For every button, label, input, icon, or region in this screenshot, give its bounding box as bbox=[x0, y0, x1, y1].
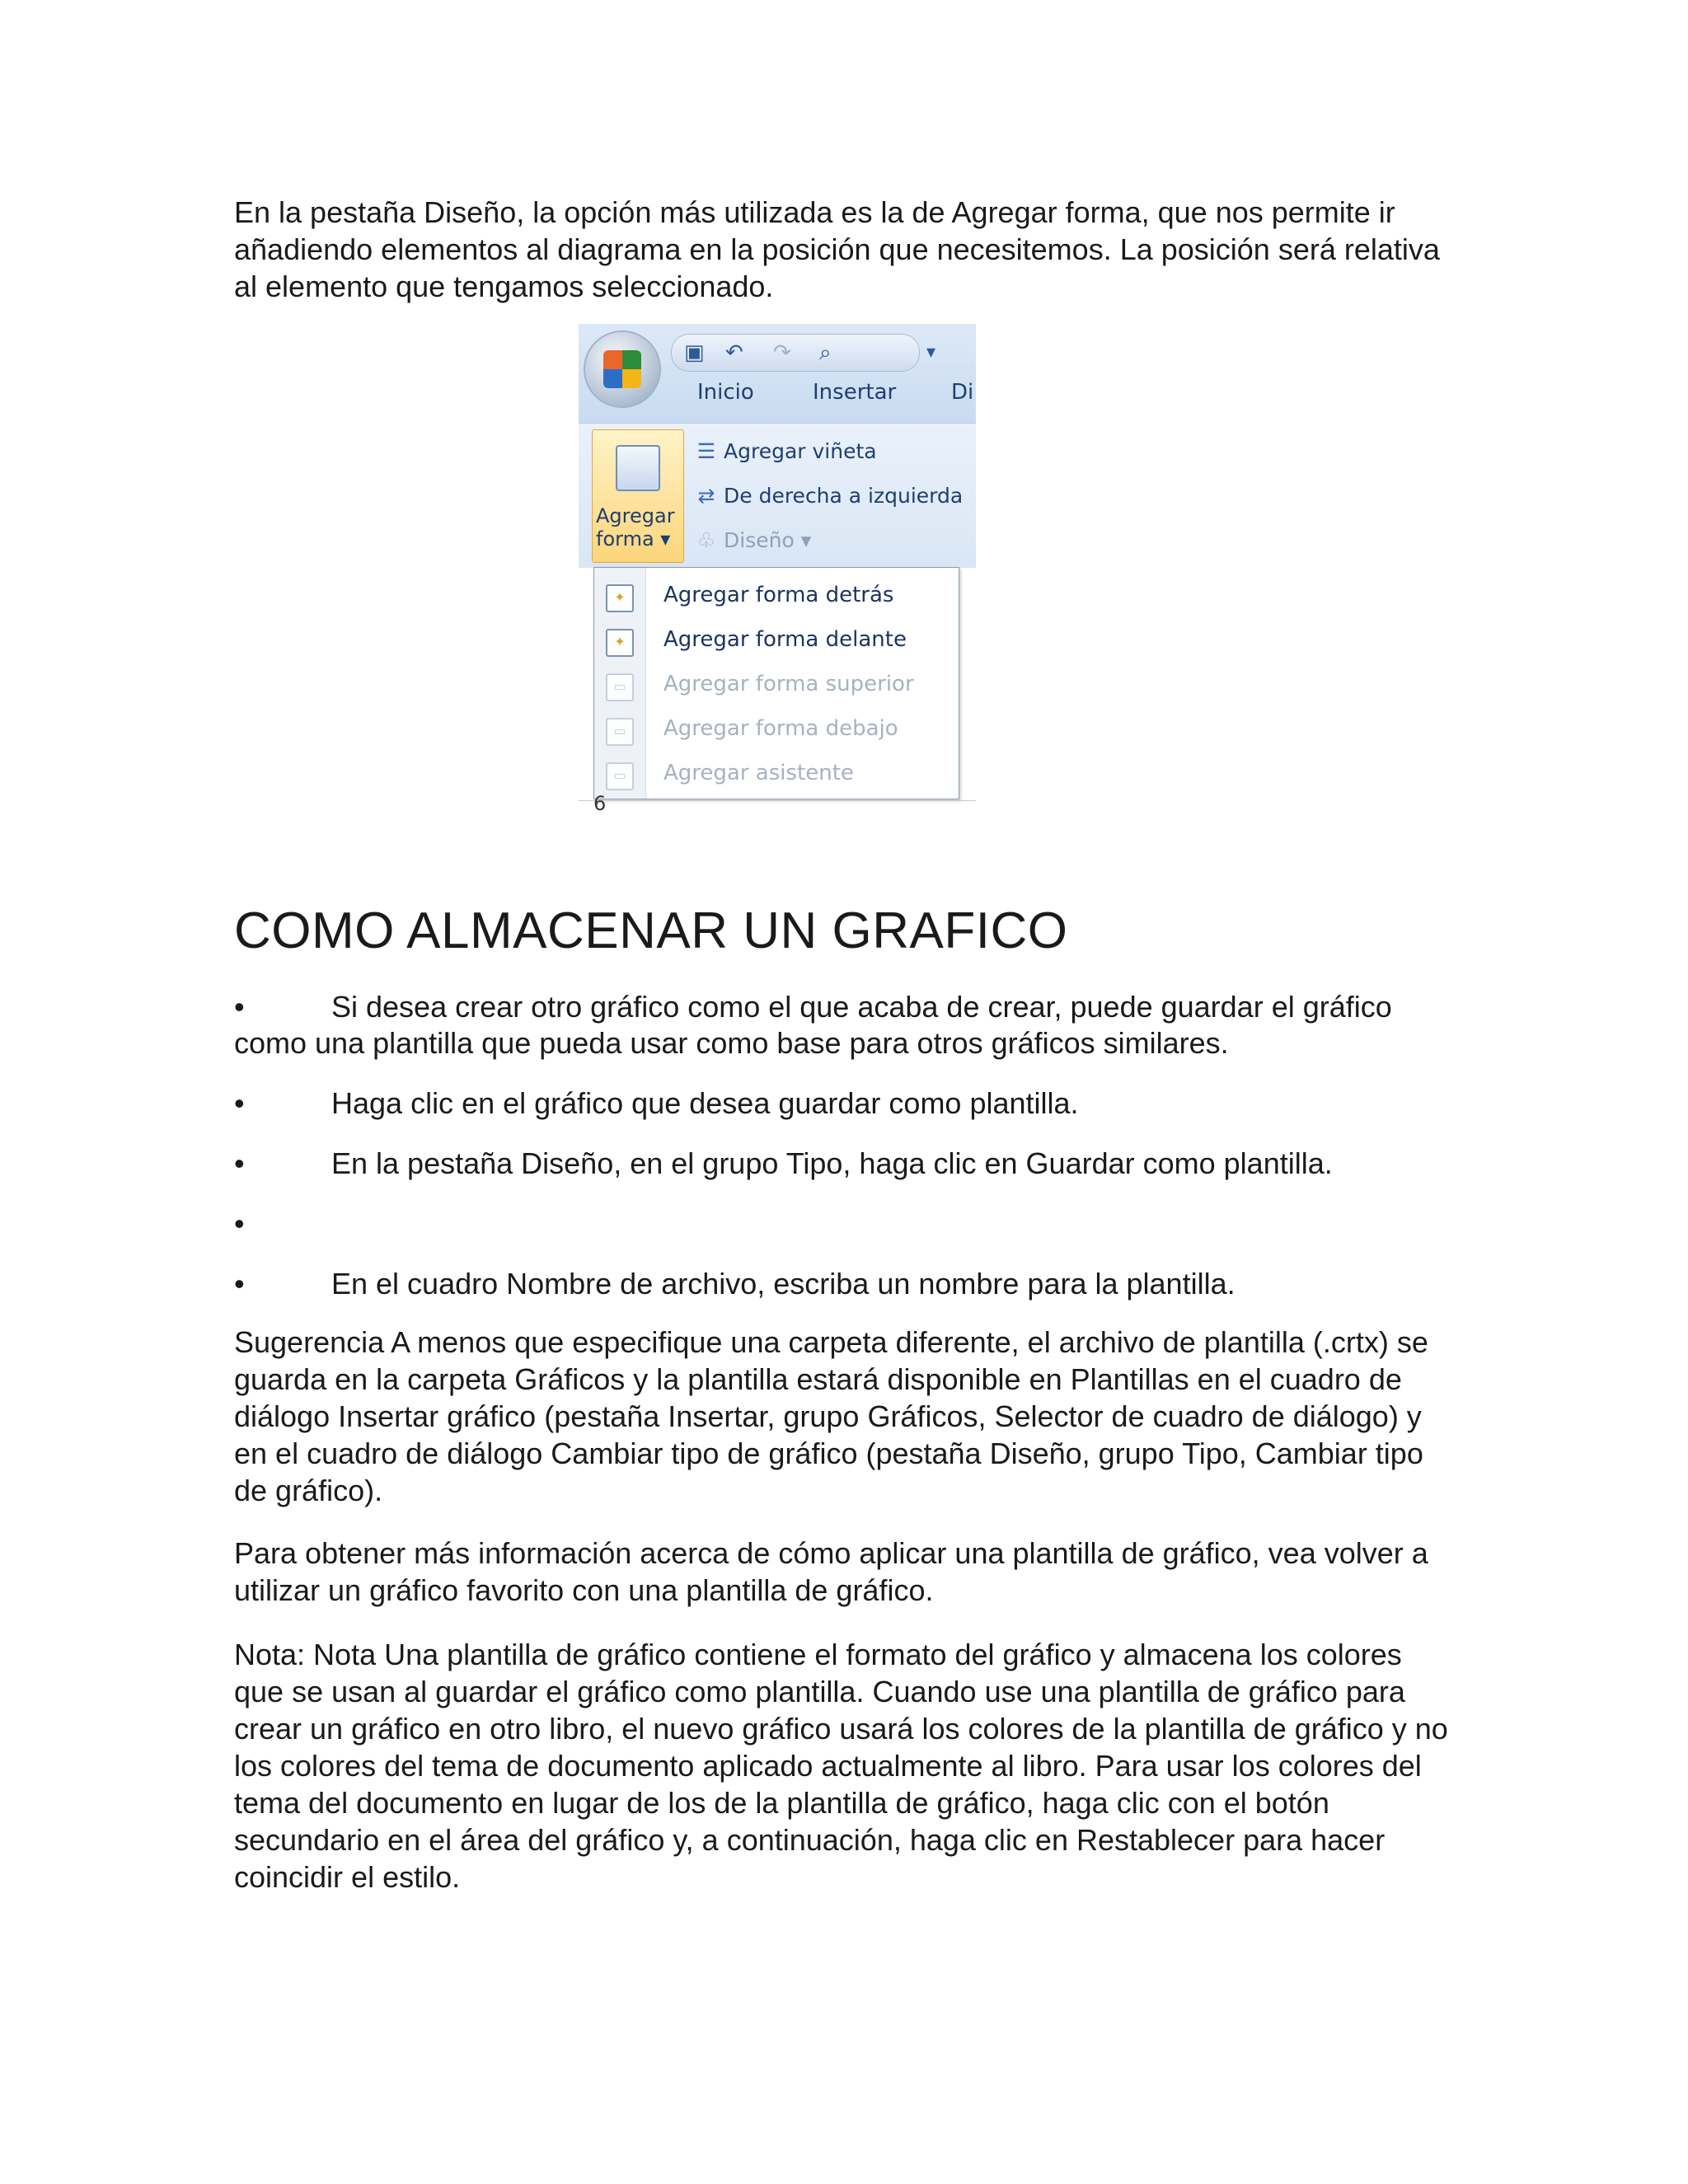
swap-direction-icon: ⇄ bbox=[697, 484, 715, 508]
right-to-left-button[interactable] bbox=[694, 484, 963, 508]
assistant-icon: ▭ bbox=[606, 762, 634, 790]
row-number: 6 bbox=[593, 792, 607, 815]
menu-item-label: Agregar forma detrás bbox=[663, 583, 894, 607]
add-bullet-label: Agregar viñeta bbox=[724, 439, 877, 463]
tab-inicio[interactable]: Inicio bbox=[697, 380, 754, 405]
menu-item-label: Agregar forma delante bbox=[663, 627, 907, 652]
steps-list bbox=[234, 989, 1454, 1326]
bullet-marker: • bbox=[234, 1207, 245, 1240]
layout-button[interactable] bbox=[694, 528, 811, 552]
tab-diseno[interactable]: Di bbox=[951, 380, 974, 405]
list-item bbox=[234, 989, 1454, 1062]
intro-paragraph: En la pestaña Diseño, la opción más utilizada es la de Agregar forma, que nos permite ir añadiendo elementos al diagrama en la posición que necesitemos. La posición será relativa al elemento que tengamos seleccionado. bbox=[234, 195, 1440, 303]
office-button[interactable] bbox=[585, 332, 659, 406]
shape-below-icon: ▭ bbox=[606, 718, 634, 746]
note-paragraph: Nota: Nota Una plantilla de gráfico contiene el formato del gráfico y almacena los colores que se usan al guardar el gráfico como plantilla. Cuando use una plantilla de gráfico para crear un gráfico en otro libro, el nuevo gráfico usará los colores de la plantilla de gráfico y no los colores del tema de documento aplicado actualmente al libro. Para usar los colores del tema del documento en lugar de los de la plantilla de gráfico, haga clic con el botón secundario en el área del gráfico y, a continuación, haga clic en Restablecer para hacer coincidir el estilo. bbox=[234, 1638, 1448, 1894]
add-shape-button[interactable] bbox=[592, 429, 684, 563]
menu-item-add-shape-above[interactable] bbox=[594, 663, 959, 708]
menu-item-add-assistant[interactable] bbox=[594, 752, 959, 797]
layout-diagram-icon: ♧ bbox=[696, 528, 716, 552]
more-info-paragraph: Para obtener más información acerca de cómo aplicar una plantilla de gráfico, vea volver a utilizar un gráfico favorito con una plantilla de gráfico. bbox=[234, 1536, 1428, 1607]
suggestion-paragraph: Sugerencia A menos que especifique una carpeta diferente, el archivo de plantilla (.crtx) se guarda en la carpeta Gráficos y la plantilla estará disponible en Plantillas en el cuadro de diálogo Insertar gráfico (pestaña Insertar, grupo Gráficos, Selector de cuadro de diálogo) y en el cuadro de diálogo Cambiar tipo de gráfico (pestaña Diseño, grupo Tipo, Cambiar tipo de gráfico). bbox=[234, 1325, 1428, 1507]
redo-icon[interactable]: ↷ bbox=[773, 340, 791, 365]
layout-label: Diseño ▾ bbox=[724, 528, 812, 552]
right-to-left-label: De derecha a izquierda bbox=[724, 484, 964, 508]
menu-item-label: Agregar asistente bbox=[663, 761, 854, 785]
save-icon[interactable]: ▣ bbox=[684, 340, 705, 365]
list-item bbox=[234, 1146, 1454, 1182]
menu-item-label: Agregar forma debajo bbox=[663, 716, 898, 741]
menu-item-label: Agregar forma superior bbox=[663, 672, 914, 696]
menu-item-add-shape-before[interactable] bbox=[594, 619, 959, 663]
list-item-text: Haga clic en el gráfico que desea guardar como plantilla. bbox=[331, 1086, 1079, 1120]
add-shape-menu bbox=[593, 567, 959, 799]
office-logo-icon bbox=[603, 350, 641, 388]
bullet-list-icon: ☰ bbox=[696, 439, 716, 463]
list-item bbox=[234, 1206, 1454, 1242]
menu-item-add-shape-below[interactable] bbox=[594, 708, 959, 752]
quick-access-toolbar bbox=[671, 334, 920, 372]
add-shape-label: Agregar forma ▾ bbox=[596, 504, 675, 551]
list-item-text: En la pestaña Diseño, en el grupo Tipo, haga clic en Guardar como plantilla. bbox=[331, 1146, 1333, 1180]
list-item bbox=[234, 1085, 1454, 1122]
list-item bbox=[234, 1266, 1454, 1302]
list-item-text: Si desea crear otro gráfico como el que acaba de crear, puede guardar el gráfico como una plantilla que pueda usar como base para otros gráficos similares. bbox=[234, 990, 1392, 1060]
menu-item-add-shape-after[interactable] bbox=[594, 574, 959, 619]
customize-toolbar-icon[interactable]: ▾ bbox=[926, 342, 936, 363]
bullet-marker: • bbox=[234, 1146, 245, 1180]
add-shape-icon bbox=[616, 445, 660, 491]
list-item-text: En el cuadro Nombre de archivo, escriba un nombre para la plantilla. bbox=[331, 1267, 1236, 1301]
section-heading: COMO ALMACENAR UN GRAFICO bbox=[234, 902, 1068, 959]
shape-above-icon: ▭ bbox=[606, 673, 634, 701]
undo-icon[interactable]: ↶ bbox=[725, 340, 743, 365]
add-bullet-button[interactable] bbox=[694, 439, 877, 463]
print-preview-icon[interactable]: ⌕ bbox=[819, 340, 832, 365]
bullet-marker: • bbox=[234, 1267, 245, 1301]
shape-before-icon: ✦ bbox=[606, 629, 634, 657]
bullet-marker: • bbox=[234, 990, 245, 1024]
ribbon-screenshot bbox=[579, 324, 976, 817]
bullet-marker: • bbox=[234, 1086, 245, 1120]
tab-insertar[interactable]: Insertar bbox=[813, 380, 897, 405]
shape-after-icon: ✦ bbox=[606, 584, 634, 612]
